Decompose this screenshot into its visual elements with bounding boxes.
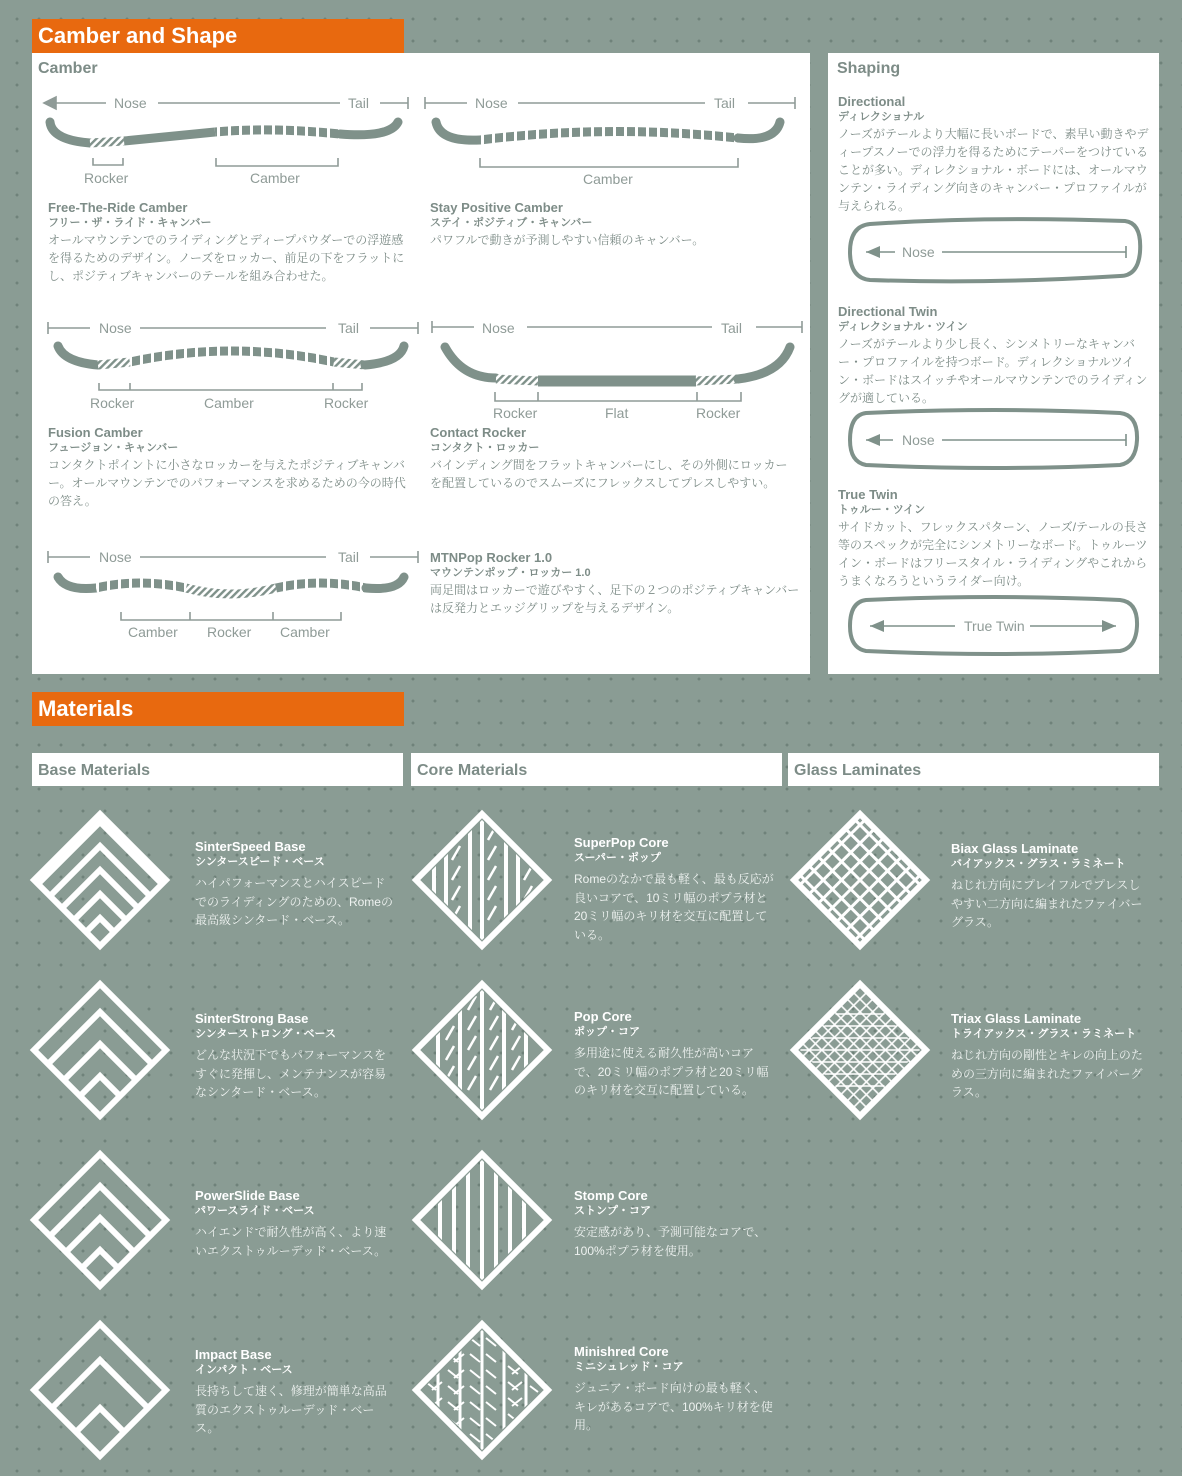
camber-label: Camber: [128, 624, 178, 640]
nose-label: Nose: [99, 549, 132, 565]
material-item: [195, 1011, 395, 1102]
rocker-label: Rocker: [696, 405, 741, 421]
material-item: [574, 1344, 774, 1435]
shape-item-desc: ノーズがテールより大幅に長いボードで、素早い動きやディープスノーでの浮力を得るためにテーパーをつけていることが多い。ディレクショナル・ボードには、オールマウンテン・ライディング向きのキャンバー・プロファイルが与えられる。: [838, 127, 1149, 213]
camber-panel-title: Camber: [38, 60, 98, 77]
shape-item-title: Directional Twin: [838, 304, 938, 319]
rocker-label: Rocker: [324, 395, 369, 411]
camber-item-sub: フリー・ザ・ライド・キャンバー: [48, 217, 212, 229]
nose-label: Nose: [475, 95, 508, 111]
sinterstrong-base-icon: [34, 984, 166, 1116]
material-item: [951, 1011, 1151, 1102]
material-title: Minishred Core: [574, 1344, 669, 1359]
material-desc: ジュニア・ボード向けの最も軽く、キレがあるコアで、100%キリ材を使用。: [574, 1381, 773, 1432]
nose-label: Nose: [902, 244, 935, 260]
camber-shape-heading: Camber and Shape: [32, 19, 404, 53]
material-title: Pop Core: [574, 1009, 632, 1024]
material-sub: インパクト・ベース: [195, 1364, 293, 1376]
rocker-label: Rocker: [90, 395, 135, 411]
glass-laminates-header: Glass Laminates: [788, 753, 1159, 786]
material-title: SinterStrong Base: [195, 1011, 309, 1026]
camber-item-title: Free-The-Ride Camber: [48, 200, 188, 215]
rocker-label: Rocker: [207, 624, 252, 640]
material-desc: ねじれ方向にプレイフルでプレスしやすい二方向に編まれたファイバーグラス。: [951, 878, 1143, 929]
tail-label: Tail: [338, 320, 360, 336]
rocker-label: Rocker: [84, 170, 129, 186]
sinterspeed-base-icon: [34, 814, 166, 946]
camber-item-desc: コンタクトポイントに小さなロッカーを与えたポジティブキャンバー。オールマウンテンでのパフォーマンスを求めるための今の時代の答え。: [48, 458, 406, 508]
camber-item-desc: パワフルで動きが予測しやすい信頼のキャンバー。: [430, 233, 705, 247]
camber-item-title: MTNPop Rocker 1.0: [430, 550, 553, 565]
camber-item-title: Contact Rocker: [430, 425, 527, 440]
material-sub: ミニシュレッド・コア: [574, 1361, 684, 1373]
camber-label: Camber: [250, 170, 300, 186]
tail-label: Tail: [721, 320, 743, 336]
shape-item-desc: サイドカット、フレックスパターン、ノーズ/テールの長さ等のスペックが完全にシンメトリーなボード。トゥルーツイン・ボードはフリースタイル・ライディングやこれからうまくなろうというライダー向け。: [838, 520, 1148, 588]
material-desc: どんな状況下でもパフォーマンスをすぐに発揮し、メンテナンスが容易なシンタード・ベース。: [195, 1048, 387, 1099]
material-sub: ポップ・コア: [574, 1026, 640, 1038]
camber-label: Camber: [583, 171, 633, 187]
material-desc: ねじれ方向の剛性とキレの向上のための三方向に編まれたファイバーグラス。: [951, 1048, 1143, 1099]
material-title: SinterSpeed Base: [195, 839, 306, 854]
material-desc: Romeのなかで最も軽く、最も反応が良いコアで、10ミリ幅のポプラ材と20ミリ幅のキリ材を交互に配置している。: [574, 872, 774, 942]
material-title: PowerSlide Base: [195, 1188, 300, 1203]
camber-item-sub: ステイ・ポジティブ・キャンバー: [430, 217, 593, 229]
material-desc: 長持ちして速く、修理が簡単な高品質のエクストゥルーデッド・ベース。: [195, 1384, 387, 1435]
material-item: [195, 1347, 395, 1438]
pop-core-icon: [416, 984, 548, 1116]
nose-label: Nose: [99, 320, 132, 336]
material-sub: パワースライド・ベース: [195, 1205, 315, 1217]
material-title: Triax Glass Laminate: [951, 1011, 1082, 1026]
material-item: [195, 839, 395, 930]
material-sub: シンターストロング・ベース: [195, 1028, 336, 1040]
shape-item-desc: ノーズがテールより少し長く、シンメトリーなキャンバー・プロファイルを持つボード。ディレクショナルツイン・ボードはスイッチやオールマウンテンでのライディングが適している。: [838, 337, 1148, 405]
material-item: [574, 1188, 774, 1260]
material-desc: 安定感があり、予測可能なコアで、100%ポプラ材を使用。: [574, 1225, 767, 1258]
triax-glass-icon: [794, 984, 926, 1116]
material-title: Impact Base: [195, 1347, 272, 1362]
camber-item-title: Stay Positive Camber: [430, 200, 563, 215]
material-desc: 多用途に使える耐久性が高いコアで、20ミリ幅のポプラ材と20ミリ幅のキリ材を交互に配置している。: [574, 1046, 769, 1097]
impact-base-icon: [34, 1324, 166, 1456]
shaping-panel-title: Shaping: [837, 60, 901, 77]
core-materials-header: Core Materials: [411, 753, 782, 786]
material-sub: スーパー・ポップ: [574, 852, 661, 864]
camber-item-desc: バインディング間をフラットキャンバーにし、その外側にロッカーを配置しているのでスムーズにフレックスしてプレスしやすい。: [430, 458, 788, 490]
camber-item-sub: フュージョン・キャンバー: [48, 442, 179, 454]
camber-item-desc: オールマウンテンでのライディングとディープパウダーでの浮遊感を得るためのデザイン。ノーズをロッカー、前足の下をフラットにし、ポジティブキャンバーのテールを組み合わせた。: [48, 233, 405, 283]
camber-label: Camber: [204, 395, 254, 411]
shape-item-sub: トゥルー・ツイン: [838, 504, 926, 516]
material-sub: バイアックス・グラス・ラミネート: [951, 858, 1126, 870]
camber-item-sub: マウンテンポップ・ロッカー 1.0: [430, 567, 591, 579]
material-sub: ストンプ・コア: [574, 1205, 651, 1217]
shape-item-sub: ディレクショナル: [838, 111, 925, 123]
rocker-label: Rocker: [493, 405, 538, 421]
nose-label: Nose: [482, 320, 515, 336]
superpop-core-icon: [416, 814, 548, 946]
base-materials-header: Base Materials: [32, 753, 403, 786]
true-twin-label: True Twin: [964, 618, 1025, 634]
camber-item-desc: 両足間はロッカーで遊びやすく、足下の２つのポジティブキャンバーは反発力とエッジグリップを与えるデザイン。: [430, 583, 800, 615]
tail-label: Tail: [348, 95, 370, 111]
powerslide-base-icon: [34, 1154, 166, 1286]
tail-label: Tail: [338, 549, 360, 565]
material-item: [951, 841, 1151, 932]
materials-heading: Materials: [32, 692, 404, 726]
shape-item-sub: ディレクショナル・ツイン: [838, 321, 968, 333]
flat-label: Flat: [605, 405, 629, 421]
nose-label: Nose: [114, 95, 147, 111]
material-desc: ハイパフォーマンスとハイスピードでのライディングのための、Romeの最高級シンタード・ベース。: [195, 876, 393, 927]
material-item: [574, 1009, 774, 1100]
shape-item-title: True Twin: [838, 487, 898, 502]
material-title: SuperPop Core: [574, 835, 669, 850]
material-item: [195, 1188, 395, 1260]
material-sub: シンタースピード・ベース: [195, 856, 325, 868]
nose-label: Nose: [902, 432, 935, 448]
camber-label: Camber: [280, 624, 330, 640]
camber-item-sub: コンタクト・ロッカー: [430, 442, 540, 454]
stomp-core-icon: [416, 1154, 548, 1286]
shape-item-title: Directional: [838, 94, 906, 109]
material-sub: トライアックス・グラス・ラミネート: [951, 1028, 1137, 1040]
camber-item-title: Fusion Camber: [48, 425, 143, 440]
material-title: Biax Glass Laminate: [951, 841, 1079, 856]
tail-label: Tail: [714, 95, 736, 111]
material-item: [574, 835, 774, 944]
material-desc: ハイエンドで耐久性が高く、より速いエクストゥルーデッド・ベース。: [195, 1225, 387, 1258]
biax-glass-icon: [794, 814, 926, 946]
material-title: Stomp Core: [574, 1188, 648, 1203]
minishred-core-icon: [416, 1324, 548, 1456]
